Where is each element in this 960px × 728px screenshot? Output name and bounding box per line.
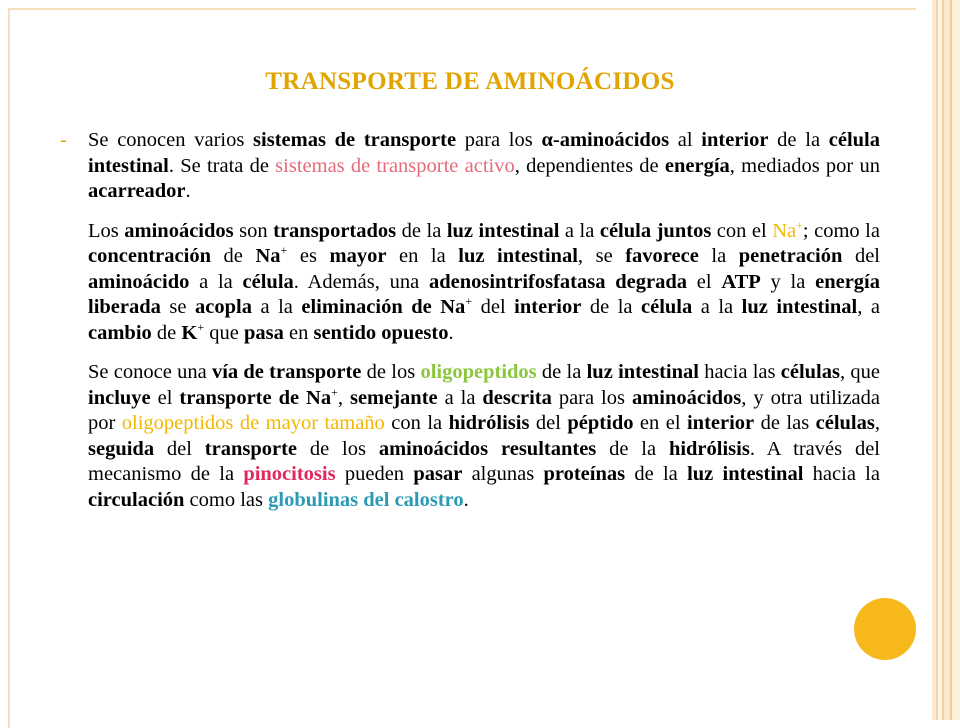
text: de [210, 245, 256, 267]
text: Se conoce una [88, 361, 212, 383]
text: que [204, 321, 244, 344]
text: K [181, 321, 198, 344]
decorative-circle [854, 598, 916, 660]
text: como las [184, 488, 269, 511]
text: sistemas de transporte [253, 129, 457, 151]
text: célula [641, 296, 693, 318]
text: acopla [195, 296, 252, 318]
highlight-text: oligopeptidos [420, 361, 537, 383]
text: el [687, 270, 722, 293]
text: , dependientes de [514, 154, 665, 177]
text: hidrólisis [448, 412, 530, 434]
text: , a [857, 296, 880, 318]
text: aminoácidos [124, 219, 234, 242]
text: . [448, 321, 454, 344]
text: para los [551, 386, 632, 409]
text: . [463, 488, 469, 511]
text: de [151, 321, 182, 344]
superscript: + [796, 217, 803, 232]
text: eliminación de Na [301, 296, 466, 318]
superscript: + [197, 319, 205, 334]
highlight-text: pinocitosis [243, 463, 336, 485]
text: adenosintrifosfatasa [428, 270, 606, 293]
text: luz intestinal [586, 361, 699, 383]
text: se [160, 296, 195, 318]
text: de la [396, 219, 447, 242]
text: célula [242, 270, 294, 293]
text: de la [625, 463, 688, 485]
decorative-stripes [932, 0, 960, 720]
highlight-text: oligopeptidos de mayor tamaño [121, 412, 385, 434]
text: energía [815, 270, 881, 293]
text: . A través del mecanismo de la [88, 437, 880, 485]
text: aminoácidos [631, 386, 742, 409]
text: , que [839, 361, 880, 383]
text: célula intestinal [88, 129, 881, 177]
text: aminoácido [88, 270, 190, 293]
slide-body [60, 128, 880, 527]
superscript: + [280, 243, 288, 258]
text: algunas [462, 463, 544, 485]
text: proteínas [543, 463, 626, 485]
text: células [815, 412, 875, 434]
paragraph-2 [60, 219, 880, 347]
text: del [842, 245, 880, 267]
text: interior [701, 129, 769, 151]
text: degrada [615, 270, 687, 293]
text: con la [384, 412, 449, 434]
text: para los [456, 129, 542, 151]
text: luz intestinal [446, 219, 560, 242]
text: hacia la [803, 463, 880, 485]
text: de la [581, 296, 641, 318]
text: Na [255, 245, 281, 267]
text: aminoácidos resultantes [378, 437, 597, 460]
highlight-text: sistemas de transporte activo [275, 154, 515, 177]
text: , mediados por un [729, 154, 880, 177]
text: de la [536, 361, 587, 383]
text: , y otra utilizada por [88, 386, 881, 434]
text: energía [664, 154, 730, 177]
text: en la [386, 245, 459, 267]
text: péptido [567, 412, 634, 434]
text: incluye [88, 386, 151, 409]
text: , se [577, 245, 626, 267]
text: con el [711, 219, 773, 242]
text: vía de transporte [211, 361, 362, 383]
text: de los [361, 361, 421, 383]
text: del [154, 437, 205, 460]
text: . [185, 180, 191, 202]
text: células [780, 361, 840, 383]
text: son [233, 219, 274, 242]
text: juntos [656, 219, 712, 242]
text: a la [189, 270, 243, 293]
text: sentido opuesto [313, 321, 449, 344]
text: luz intestinal [458, 245, 578, 267]
text: semejante [349, 386, 438, 409]
text: concentración [88, 245, 211, 267]
text: en el [633, 412, 687, 434]
text: interior [514, 296, 582, 318]
text: favorece [625, 245, 699, 267]
text: α-aminoácidos [541, 129, 670, 151]
highlight-text: globulinas del calostro [268, 488, 464, 511]
text: hidrólisis [668, 437, 750, 460]
text: el [150, 386, 180, 409]
text: Se conocen varios [88, 129, 254, 151]
text: de los [297, 437, 379, 460]
text: mayor [329, 245, 387, 267]
text: cambio [88, 321, 152, 344]
bullet-marker: - [60, 129, 67, 151]
text: , [874, 412, 880, 434]
text: a la [251, 296, 302, 318]
text: la [698, 245, 739, 267]
text: en [283, 321, 314, 344]
text: transporte de Na [179, 386, 332, 409]
text: pueden [335, 463, 414, 485]
text: al [669, 129, 702, 151]
text: de las [754, 412, 816, 434]
text: luz intestinal [741, 296, 858, 318]
highlight-text: Na [772, 219, 797, 242]
text: transportados [273, 219, 397, 242]
slide-title: TRANSPORTE DE AMINOÁCIDOS [265, 68, 675, 95]
text: de la [596, 437, 669, 460]
text: . Se trata de [168, 154, 276, 177]
text: a la [692, 296, 742, 318]
text: Los [88, 219, 125, 242]
text: del [529, 412, 568, 434]
text: a la [559, 219, 600, 242]
text: hacia las [698, 361, 781, 383]
text: ATP [721, 270, 761, 293]
text: es [287, 245, 330, 267]
text: y la [760, 270, 816, 293]
paragraph-3 [60, 360, 880, 513]
text: pasar [413, 463, 463, 485]
text: de la [768, 129, 829, 151]
text: ; como la [802, 219, 880, 242]
text: liberada [88, 296, 161, 318]
text [605, 271, 615, 293]
text: , [337, 386, 350, 409]
text: transporte [204, 437, 298, 460]
text: seguida [88, 437, 155, 460]
text: penetración [738, 245, 843, 267]
text: circulación [88, 488, 185, 511]
paragraph-1 [60, 128, 880, 205]
text: descrita [482, 386, 552, 409]
text: interior [686, 412, 755, 434]
text: acarreador [88, 180, 186, 202]
superscript: + [331, 384, 338, 399]
superscript: + [465, 294, 473, 309]
text: del [472, 296, 515, 318]
text: pasa [243, 321, 284, 344]
text: . Además, una [293, 270, 429, 293]
text: luz intestinal [687, 463, 804, 485]
text: célula [599, 219, 652, 242]
text: a la [437, 386, 483, 409]
